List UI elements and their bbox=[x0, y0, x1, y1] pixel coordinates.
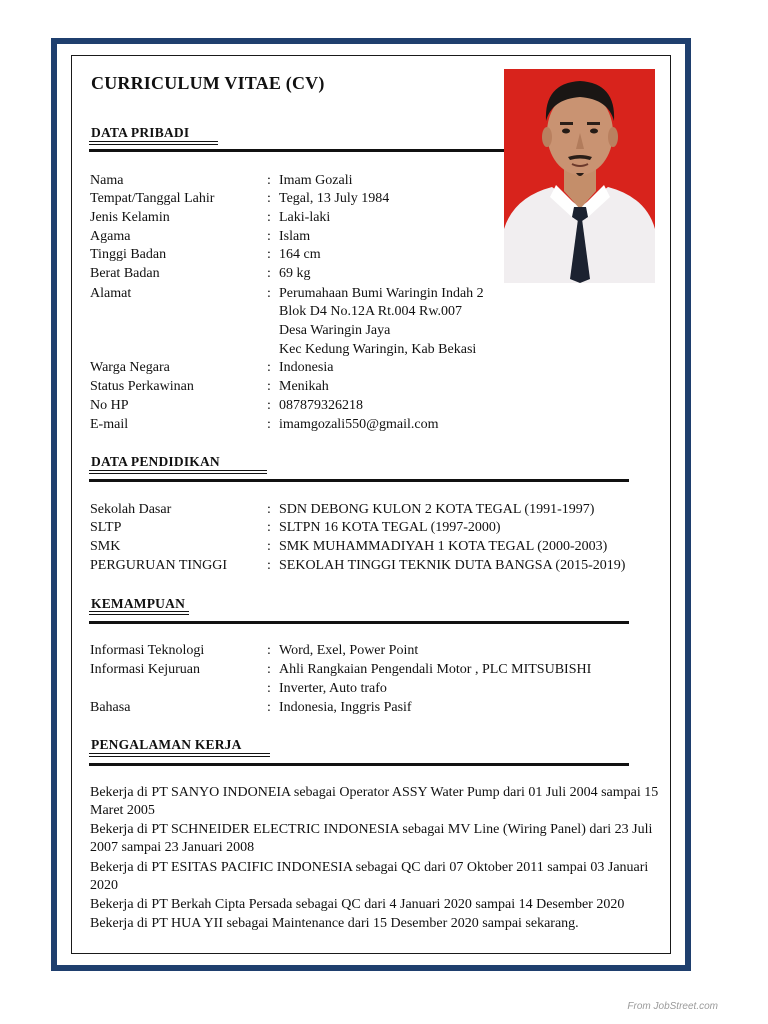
field-colon: : bbox=[267, 286, 271, 301]
section-heading-data-pribadi: DATA PRIBADI bbox=[91, 125, 190, 140]
field-colon: : bbox=[267, 539, 271, 554]
field-value: Islam bbox=[279, 229, 311, 244]
field-colon: : bbox=[267, 360, 271, 375]
profile-photo bbox=[504, 69, 655, 283]
field-colon: : bbox=[267, 681, 271, 696]
field-colon: : bbox=[267, 643, 271, 658]
section-divider bbox=[89, 149, 504, 152]
heading-underline bbox=[89, 141, 218, 145]
field-colon: : bbox=[267, 191, 271, 206]
field-colon: : bbox=[267, 502, 271, 517]
field-label: Status Perkawinan bbox=[90, 379, 194, 394]
experience-item: Bekerja di PT SCHNEIDER ELECTRIC INDONESIA sebagai MV Line (Wiring Panel) dari 23 Juli 2007 sampai 23 Januari 2008 bbox=[90, 822, 653, 855]
field-value: Menikah bbox=[279, 379, 329, 394]
field-value: Laki-laki bbox=[279, 210, 331, 225]
field-value: 087879326218 bbox=[279, 398, 363, 413]
address-line: Perumahaan Bumi Waringin Indah 2 bbox=[279, 286, 484, 301]
section-divider bbox=[89, 479, 629, 482]
field-label: Tempat/Tanggal Lahir bbox=[90, 191, 215, 206]
document-title: CURRICULUM VITAE (CV) bbox=[91, 73, 325, 93]
field-colon: : bbox=[267, 520, 271, 535]
education-value: SMK MUHAMMADIYAH 1 KOTA TEGAL (2000-2003) bbox=[279, 539, 608, 554]
field-label: Tinggi Badan bbox=[90, 247, 167, 262]
section-divider bbox=[89, 621, 629, 624]
field-label: E-mail bbox=[90, 417, 129, 432]
source-watermark: From JobStreet.com bbox=[627, 1001, 718, 1012]
field-label: Berat Badan bbox=[90, 266, 160, 281]
experience-item: Bekerja di PT Berkah Cipta Persada sebagai QC dari 4 Januari 2020 sampai 14 Desember 2020 bbox=[90, 897, 625, 912]
field-label: Warga Negara bbox=[90, 360, 170, 375]
person-portrait bbox=[504, 69, 655, 283]
experience-item: Bekerja di PT SANYO INDONEIA sebagai Operator ASSY Water Pump dari 01 Juli 2004 sampai 15 Maret 2005 bbox=[90, 785, 659, 818]
field-colon: : bbox=[267, 558, 271, 573]
skill-label: Informasi Teknologi bbox=[90, 643, 205, 658]
experience-item: Bekerja di PT HUA YII sebagai Maintenance dari 15 Desember 2020 sampai sekarang. bbox=[90, 916, 579, 931]
skill-label: Bahasa bbox=[90, 700, 131, 715]
education-label: Sekolah Dasar bbox=[90, 502, 172, 517]
section-heading-data-pendidikan: DATA PENDIDIKAN bbox=[91, 454, 220, 469]
field-label: Agama bbox=[90, 229, 131, 244]
section-divider bbox=[89, 763, 629, 766]
field-value: 164 cm bbox=[279, 247, 321, 262]
field-label: No HP bbox=[90, 398, 129, 413]
skill-value: Word, Exel, Power Point bbox=[279, 643, 419, 658]
field-value: Indonesia bbox=[279, 360, 334, 375]
heading-underline bbox=[89, 611, 189, 615]
education-label: PERGURUAN TINGGI bbox=[90, 558, 228, 573]
heading-underline bbox=[89, 470, 267, 474]
address-line: Kec Kedung Waringin, Kab Bekasi bbox=[279, 342, 477, 357]
section-heading-kemampuan: KEMAMPUAN bbox=[91, 596, 186, 611]
field-label: Nama bbox=[90, 173, 124, 188]
field-colon: : bbox=[267, 379, 271, 394]
field-colon: : bbox=[267, 398, 271, 413]
field-colon: : bbox=[267, 247, 271, 262]
education-label: SMK bbox=[90, 539, 121, 554]
email-value: imamgozali550@gmail.com bbox=[279, 417, 439, 432]
field-label: Alamat bbox=[90, 286, 132, 301]
field-colon: : bbox=[267, 417, 271, 432]
field-colon: : bbox=[267, 662, 271, 677]
field-value: Tegal, 13 July 1984 bbox=[279, 191, 390, 206]
education-label: SLTP bbox=[90, 520, 122, 535]
field-label: Jenis Kelamin bbox=[90, 210, 170, 225]
field-colon: : bbox=[267, 266, 271, 281]
education-value: SEKOLAH TINGGI TEKNIK DUTA BANGSA (2015-2019) bbox=[279, 558, 626, 573]
section-heading-pengalaman-kerja: PENGALAMAN KERJA bbox=[91, 737, 242, 752]
field-value: Imam Gozali bbox=[279, 173, 353, 188]
heading-underline bbox=[89, 753, 270, 757]
field-colon: : bbox=[267, 229, 271, 244]
address-line: Blok D4 No.12A Rt.004 Rw.007 bbox=[279, 304, 463, 319]
field-colon: : bbox=[267, 173, 271, 188]
field-colon: : bbox=[267, 700, 271, 715]
address-line: Desa Waringin Jaya bbox=[279, 323, 391, 338]
education-value: SDN DEBONG KULON 2 KOTA TEGAL (1991-1997) bbox=[279, 502, 595, 517]
skill-value: Indonesia, Inggris Pasif bbox=[279, 700, 412, 715]
skill-label: Informasi Kejuruan bbox=[90, 662, 201, 677]
skill-value: Inverter, Auto trafo bbox=[279, 681, 387, 696]
field-value: 69 kg bbox=[279, 266, 311, 281]
experience-item: Bekerja di PT ESITAS PACIFIC INDONESIA sebagai QC dari 07 Oktober 2011 sampai 03 Januari 2020 bbox=[90, 860, 649, 893]
field-colon: : bbox=[267, 210, 271, 225]
education-value: SLTPN 16 KOTA TEGAL (1997-2000) bbox=[279, 520, 501, 535]
skill-value: Ahli Rangkaian Pengendali Motor , PLC MITSUBISHI bbox=[279, 662, 592, 677]
